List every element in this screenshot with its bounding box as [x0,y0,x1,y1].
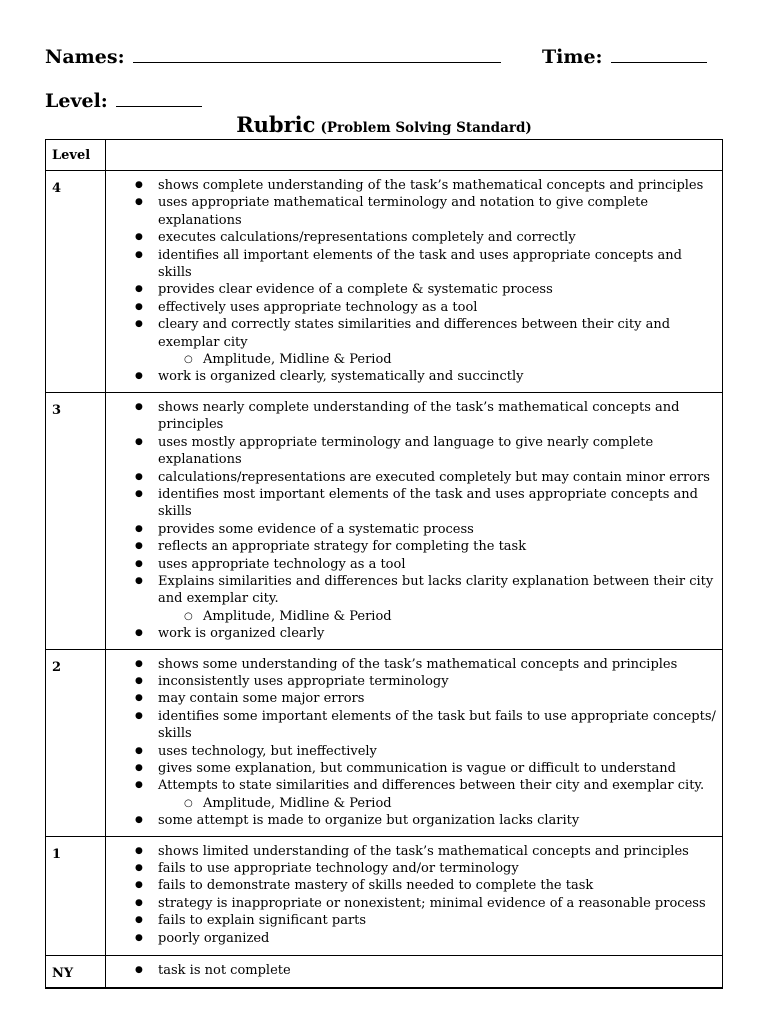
criterion-item: ● uses appropriate mathematical terminology and notation to give complete explanations [106,194,718,229]
criterion-item: ● uses technology, but ineffectively [106,743,718,760]
level-field [45,90,202,112]
title-sub: (Problem Solving Standard) [320,120,532,136]
level-cell: 3 [46,392,106,649]
criterion-item: ● shows nearly complete understanding of the task’s mathematical concepts and principles [106,399,718,434]
criterion-item: ● strategy is inappropriate or nonexistent; minimal evidence of a reasonable process [106,895,718,912]
criterion-item: ● effectively uses appropriate technology as a tool [106,299,718,316]
criterion-item: ● shows some understanding of the task’s mathematical concepts and principles [106,656,718,673]
table-row [46,955,723,988]
criteria-cell [106,171,723,393]
criterion-item: ● identifies some important elements of the task but fails to use appropriate concepts/ skills [106,708,718,743]
rubric-table [45,139,723,989]
level-cell: NY [46,955,106,988]
criterion-item: ● shows limited understanding of the task’s mathematical concepts and principles [106,843,718,860]
criteria-list [106,177,718,386]
table-row [46,392,723,649]
criteria-list [106,843,718,947]
header-level-cell: Level [46,140,106,171]
criterion-item: ● uses mostly appropriate terminology and language to give nearly complete explanations [106,434,718,469]
criteria-list [106,962,718,979]
header-desc-cell [106,140,723,171]
names-label: Names: [45,46,125,68]
criteria-list [106,399,718,643]
document-title [0,112,768,137]
criterion-item: ● gives some explanation, but communication is vague or difficult to understand [106,760,718,777]
criterion-item: ● task is not complete [106,962,718,979]
criteria-cell [106,836,723,955]
sub-criterion-item: ○ Amplitude, Midline & Period [106,351,718,368]
criterion-item: ● uses appropriate technology as a tool [106,556,718,573]
time-field [542,46,707,68]
criterion-item: ● some attempt is made to organize but organization lacks clarity [106,812,718,829]
level-cell: 2 [46,649,106,836]
time-label: Time: [542,46,603,68]
criterion-item: ● calculations/representations are executed completely but may contain minor errors [106,469,718,486]
criteria-list [106,656,718,830]
criterion-item: ● Explains similarities and differences but lacks clarity explanation between their city and exemplar city. [106,573,718,608]
criterion-item: ● may contain some major errors [106,690,718,707]
criterion-item: ● fails to use appropriate technology and/or terminology [106,860,718,877]
table-row [46,171,723,393]
criterion-item: ● identifies all important elements of the task and uses appropriate concepts and skills [106,247,718,282]
names-field [45,46,501,68]
level-cell: 1 [46,836,106,955]
level-label: Level: [45,90,108,112]
criterion-item: ● shows complete understanding of the task’s mathematical concepts and principles [106,177,718,194]
criteria-cell [106,649,723,836]
criterion-item: ● cleary and correctly states similarities and differences between their city and exemplar city [106,316,718,351]
criteria-cell [106,392,723,649]
criterion-item: ● executes calculations/representations completely and correctly [106,229,718,246]
sub-criterion-item: ○ Amplitude, Midline & Period [106,795,718,812]
criterion-item: ● provides some evidence of a systematic process [106,521,718,538]
title-main: Rubric [236,112,316,137]
table-row [46,649,723,836]
criterion-item: ● fails to demonstrate mastery of skills needed to complete the task [106,877,718,894]
time-blank-line [611,48,707,63]
criterion-item: ● fails to explain significant parts [106,912,718,929]
level-blank-line [116,92,202,107]
sub-criterion-item: ○ Amplitude, Midline & Period [106,608,718,625]
criterion-item: ● work is organized clearly, systematically and succinctly [106,368,718,385]
table-row [46,836,723,955]
table-header-row [46,140,723,171]
criteria-cell [106,955,723,988]
criterion-item: ● identifies most important elements of the task and uses appropriate concepts and skills [106,486,718,521]
names-blank-line [133,48,501,63]
criterion-item: ● reflects an appropriate strategy for completing the task [106,538,718,555]
criterion-item: ● inconsistently uses appropriate terminology [106,673,718,690]
level-cell: 4 [46,171,106,393]
criterion-item: ● Attempts to state similarities and differences between their city and exemplar city. [106,777,718,794]
criterion-item: ● work is organized clearly [106,625,718,642]
criterion-item: ● provides clear evidence of a complete & systematic process [106,281,718,298]
criterion-item: ● poorly organized [106,930,718,947]
